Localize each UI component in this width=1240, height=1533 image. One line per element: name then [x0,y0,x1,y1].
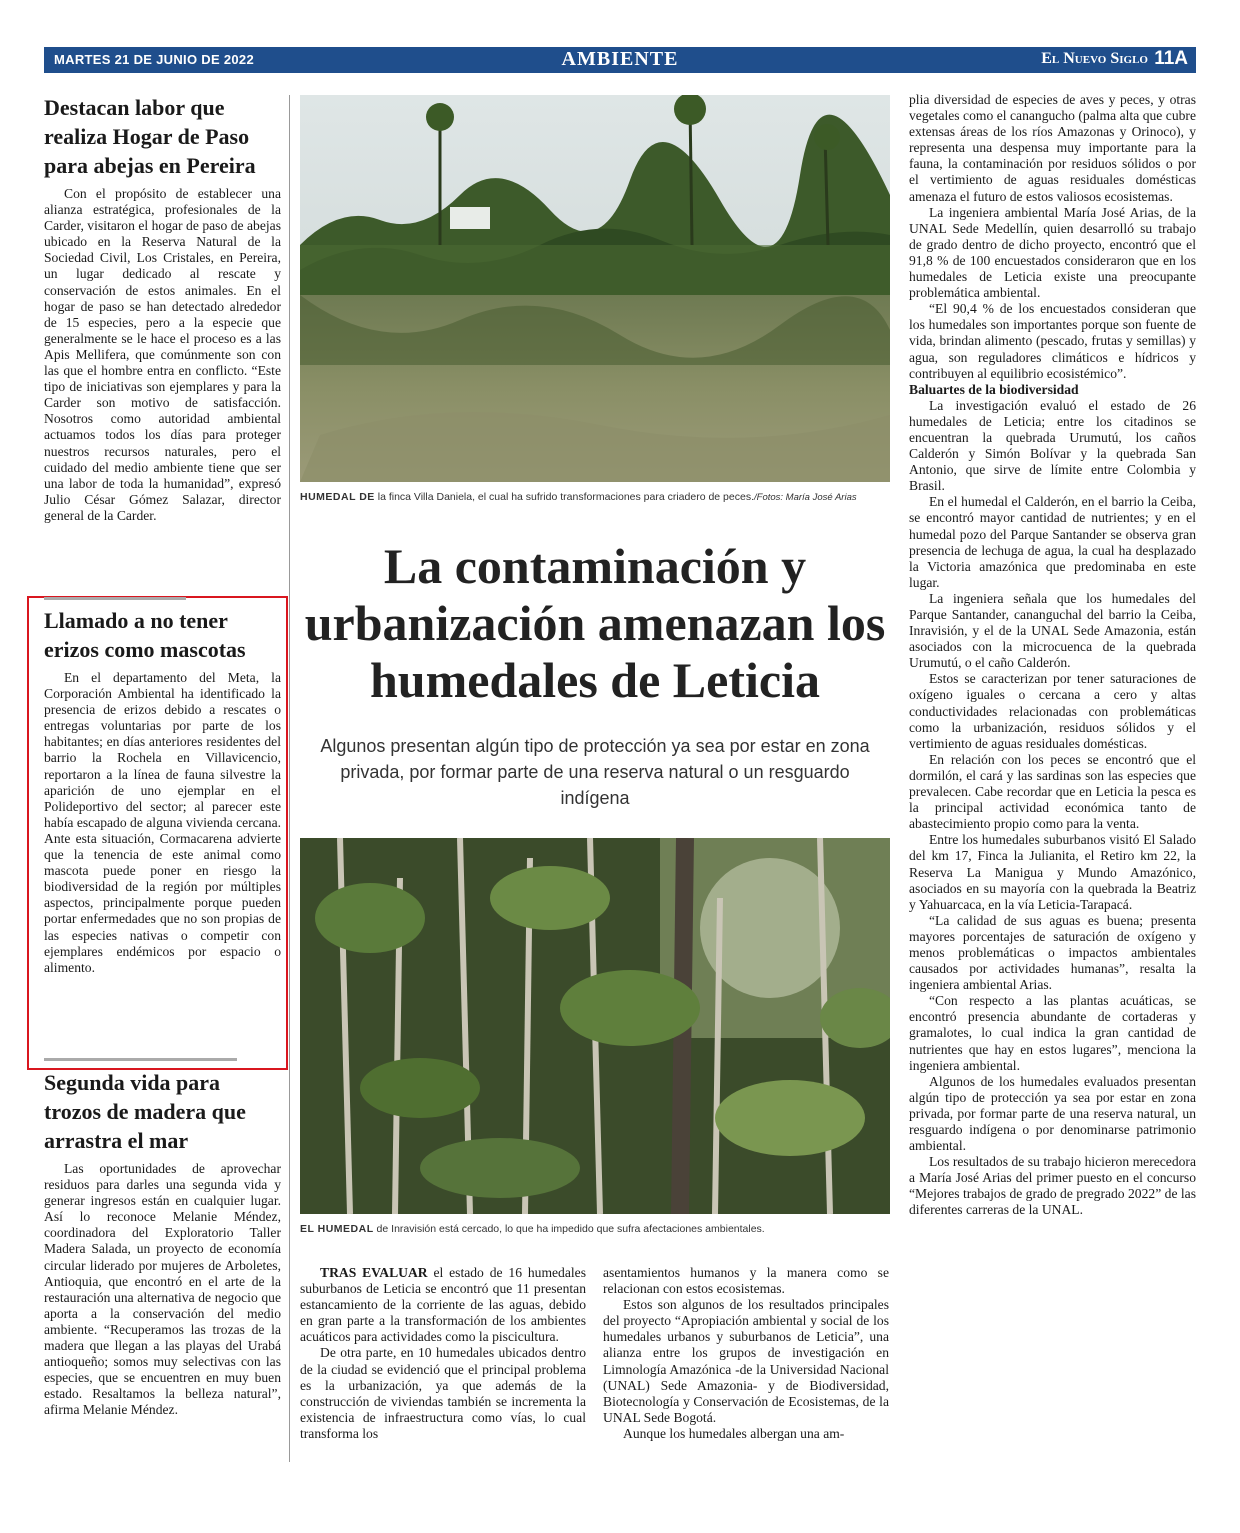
page-header [44,47,1196,73]
caption2-lead: EL HUMEDAL [300,1223,374,1235]
brief-wood [44,1068,281,1419]
article-p14: Entre los humedales suburbanos visitó El Salado del km 17, Finca la Julianita, el Retiro km 22, la Reserva La Manigua y Mundo Amazónico, asociados en su mayoría con la quebrada la Beatriz y Yahuarcaca, en la vía Leticia-Tarapacá. [909,832,1196,912]
divider-top [44,597,186,600]
article-p2: De otra parte, en 10 humedales ubicados dentro de la ciudad se evidenció que el principal problema es la urbanización, ya que además de la construcción de viviendas también se incrementa la existencia de infraestructura como vías, lo cual transforma los [300,1345,586,1441]
brief-wood-body: Las oportunidades de aprovechar residuos para darles una segunda vida y generar ingresos están en cualquier lugar. Así lo reconoce Melanie Méndez, coordinadora del Exploratorio Taller Madera Salada, un proyecto de economía circular liderado por mujeres de Arboletes, Antioquia, que encontró en el arte de la restauración una alternativa de negocio que aporta a la conservación del medio ambiente. “Recuperamos las trozas de la madera que llegan a las playas del Urabá antioqueño; somos muy selectivas con las especies, que se encuentren en muy buen estado. Resaltamos la belleza natural”, afirma Melanie Méndez. [44,1161,281,1418]
brief-hedgehogs-title: Llamado a no tener erizos como mascotas [44,608,246,662]
article-p3: asentamientos humanos y la manera como se relacionan con estos ecosistemas. [603,1265,889,1297]
main-subhead: Algunos presentan algún tipo de protección ya sea por estar en zona privada, por formar parte de una reserva natural o un resguardo indígena [320,736,870,808]
brief-hedgehogs-body: En el departamento del Meta, la Corporación Ambiental ha identificado la presencia de erizos debido a rescates o entregas voluntarias por parte de los habitantes; en días anteriores residentes del barrio la Rochela en Villavicencio, reportaron a la línea de fauna silvestre la aparición de uno ejemplar en el Polideportivo del sector; al parecer este había escapado de alguna vivienda cercana. Ante esta situación, Cormacarena advierte que la tenencia de este animal como mascota puede poner en riesgo la biodiversidad de la región por múltiples aspectos, principalmente porque pueden portar enfermedades que no son propias de las especies nativas o competir con ejemplares endémicos por espacio o alimento. [44,670,282,975]
photo-wetland-pond [300,95,890,482]
article-p18: Los resultados de su trabajo hicieron merecedora a María José Arias del primer puesto en el concurso “Mejores trabajos de grado de pregrado 2022” de las diferentes carreras de la UNAL. [909,1154,1196,1218]
article-p16: “Con respecto a las plantas acuáticas, se encontró presencia abundante de cortaderas y gramalotes, lo cual indica la gran cantidad de nutrientes que hay en estos lugares”, menciona la ingeniera ambiental. [909,993,1196,1073]
article-p1 [300,1265,586,1345]
article-col-3 [909,92,1196,1219]
column-rule [289,95,290,1462]
article-p13: En relación con los peces se encontró que el dormilón, el cará y las sardinas son las especies que prevalecen. Cabe recordar que en Leticia la pesca es la principal actividad económica tanto de abastecimiento propio como para la venta. [909,751,1196,832]
brief-bees [44,93,281,524]
article-lead: TRAS EVALUAR [320,1265,428,1280]
article-p7: La ingeniera ambiental María José Arias, de la UNAL Sede Medellín, quien desarrolló su trabajo de grado dentro de dicho proyecto, encontró que el 91,8 % de 100 encuestados consideraron que en los humedales de Leticia existe una preocupante problemática ambiental. [909,204,1196,301]
article-p9: La investigación evaluó el estado de 26 humedales de Leticia; entre los citadinos se encuentran la quebrada Urumutú, los caños Calderón y Simón Bolívar y la quebrada San Antonio, que sirve de límite entre Colombia y Brasil. [909,397,1196,494]
page-number: 11A [1154,48,1188,69]
issue-date: MARTES 21 DE JUNIO DE 2022 [54,52,254,67]
article-p8: “El 90,4 % de los encuestados consideran que los humedales son importantes porque son fuente de vida, brindan alimento (pescado, frutas y semillas) y agua, son reguladores climáticos e hídricos y contribuyen al equilibrio ecosistémico”. [909,301,1196,381]
section-title: AMBIENTE [561,48,679,70]
article-p5: Aunque los humedales albergan una am- [623,1425,845,1441]
article-p6: plia diversidad de especies de aves y peces, y otras vegetales como el canangucho (palma alta que cubre extensas áreas de los ríos Amazonas y Orinoco), y representa una despensa muy importante para la fauna, la contaminación por residuos sólidos o por el vertimiento de aguas residuales domésticas amenaza el futuro de estos valiosos ecosistemas. [909,92,1196,204]
caption-credit: /Fotos: María José Arias [754,492,857,503]
photo-forest-caption [300,1222,890,1237]
article-p17: Algunos de los humedales evaluados presentan algún tipo de protección ya sea por estar en zona privada, por formar parte de una reserva natural, un resguardo indígena o por denominarse patrimonio ambiental. [909,1073,1196,1154]
photo-forest-wetland [300,838,890,1214]
article-p1-text: el estado de 16 humedales suburbanos de Leticia se encontró que 11 presentan estancamiento de la corriente de las aguas, debido en gran parte a la transformación de los ambientes acuáticos para actividades como la piscicultura. [300,1265,586,1345]
article-p11: La ingeniera señala que los humedales del Parque Santander, cananguchal del barrio la Ceiba, Inravisión, y el de la UNAL Sede Amazonia, están asociados con la microcuenca de la quebrada Urumutú, o el caño Calderón. [909,590,1196,671]
article-p4: Estos son algunos de los resultados principales del proyecto “Apropiación ambiental y social de los humedales urbanos y suburbanos de Leticia”, una alianza entre los grupos de investigación en Limnología Amazónica -de la Universidad Nacional (UNAL) Sede Amazonia- y de Biodiversidad, Biotecnología y Conservación de Ecosistemas, de la UNAL Sede Bogotá. [603,1297,889,1425]
caption2-text: de Inravisión está cercado, lo que ha impedido que sufra afectaciones ambientales. [373,1223,765,1235]
divider-bottom [44,1058,237,1061]
photo-wetland-caption [300,490,890,505]
brief-bees-title: Destacan labor que realiza Hogar de Paso para abejas en Pereira [44,95,256,178]
article-p15: “La calidad de sus aguas es buena; presenta mayores porcentajes de saturación de oxígeno y menos problemáticas o impactos ambientales causados por actividades humanas”, resalta la ingeniera ambiental Arias. [909,912,1196,993]
caption-lead: HUMEDAL DE [300,491,375,503]
main-headline: La contaminación y urbanización amenazan los humedales de Leticia [304,538,886,708]
article-col-1 [300,1265,586,1442]
article-subheading: Baluartes de la biodiversidad [909,381,1079,397]
article-p10: En el humedal el Calderón, en el barrio la Ceiba, se encontró mayor cantidad de nutrientes; y en el humedal pozo del Parque Santander se observa gran presencia de lechuga de agua, la cual ha desplazado la Victoria amazónica que predominaba en este lugar. [909,494,1196,590]
brief-wood-title: Segunda vida para trozos de madera que arrastra el mar [44,1070,246,1153]
brief-hedgehogs [44,606,281,976]
caption-text: la finca Villa Daniela, el cual ha sufrido transformaciones para criadero de peces. [374,491,754,503]
article-col-2 [603,1265,889,1442]
brief-bees-body: Con el propósito de establecer una alianza estratégica, profesionales de la Carder, visitaron el hogar de paso de abejas ubicado en la Reserva Natural de la Sociedad Civil, Los Cristales, en Pereira, un lugar dedicado al rescate y conservación de estos animales. En el hogar de paso se han detectado alrededor de 15 especies, pero a la especie que generalmente se le hace el proceso es a las Apis Mellifera, que comúnmente son con las que el hombre entra en conflicto. “Este tipo de iniciativas son ejemplares y para la Carder son motivo de satisfacción. Nosotros como autoridad ambiental actuamos todos los días para proteger nuestros recursos naturales, pero el cuidado del medio ambiente tiene que ser una labor de toda la humanidad”, expresó Julio César Gómez Salazar, director general de la Carder. [44,186,281,523]
article-p12: Estos se caracterizan por tener saturaciones de oxígeno iguales o cercana a cero y altas conductividades relacionadas con problemáticas como la urbanización, residuos sólidos y el vertimiento de aguas residuales domésticas. [909,671,1196,751]
newspaper-brand: El Nuevo Siglo [1041,50,1148,67]
